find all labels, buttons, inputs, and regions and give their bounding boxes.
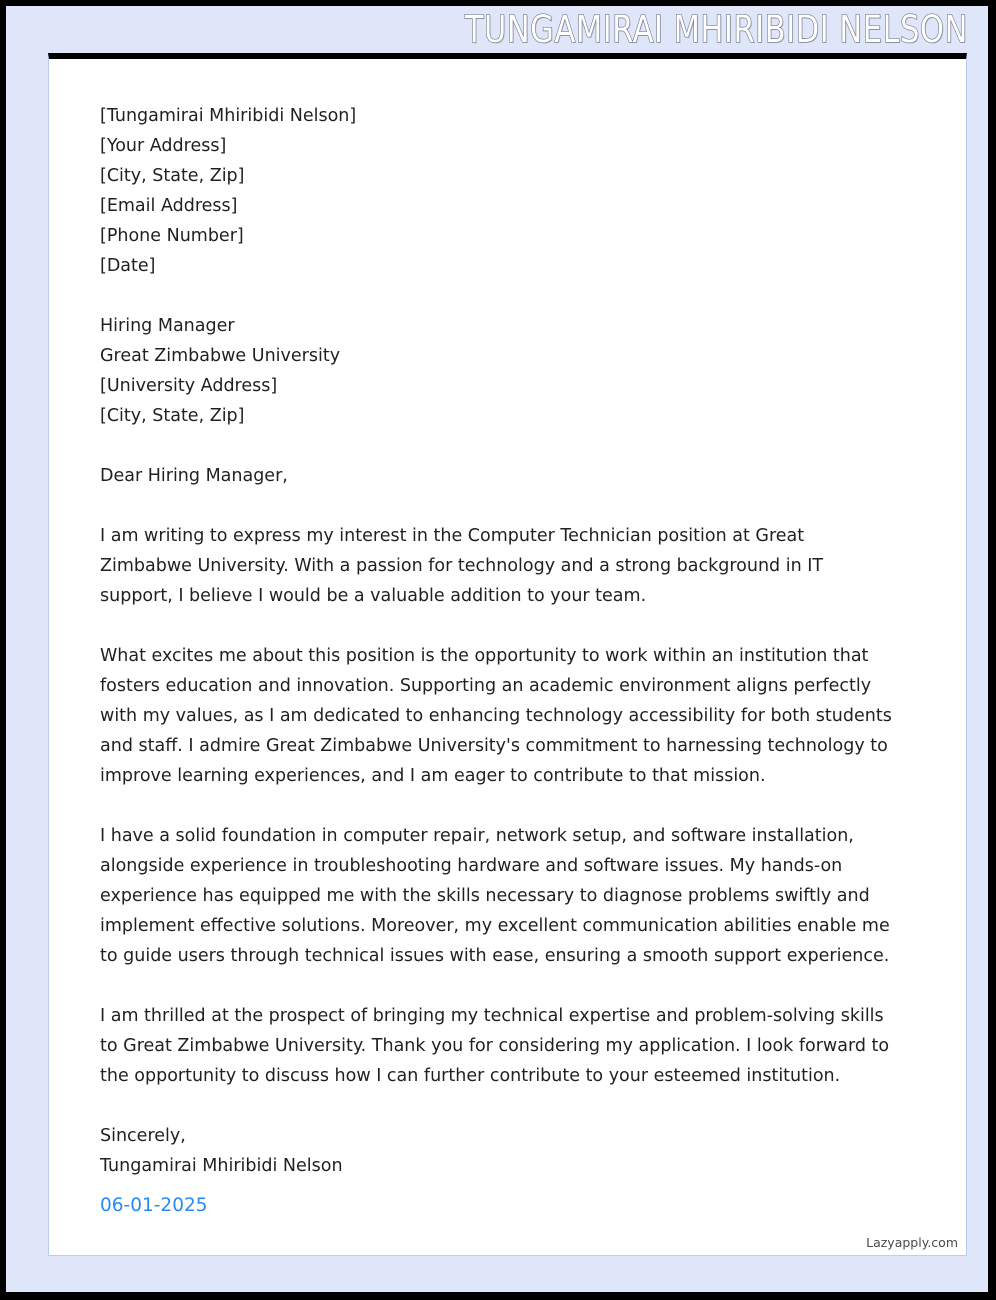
cover-letter-card [48, 53, 967, 1256]
body-paragraph-1: I am writing to express my interest in the Computer Technician position at Great Zimbabwe University. With a passion for technology and a strong background in IT support, I believe I would be a valuable addition to your team. [100, 526, 824, 606]
sender-date-line: [Date] [100, 256, 156, 276]
signature-name: Tungamirai Mhiribidi Nelson [100, 1156, 343, 1176]
recipient-address-block [100, 311, 916, 431]
page-title: TUNGAMIRAI MHIRIBIDI NELSON [464, 8, 968, 51]
closing-salutation: Sincerely, [100, 1126, 186, 1146]
body-paragraph-2: What excites me about this position is the opportunity to work within an institution that fosters education and innovation. Supporting an academic environment aligns perfectly with my values, as I am dedicated to enhancing technology accessibility for both students and staff. I admire Great Zimbabwe University's commitment to harnessing technology to improve learning experiences, and I am eager to contribute to that mission. [100, 646, 892, 786]
recipient-address-line: [University Address] [100, 376, 278, 396]
letter-date: 06-01-2025 [100, 1195, 208, 1216]
sender-email-line: [Email Address] [100, 196, 238, 216]
watermark-label: Lazyapply.com [866, 1235, 958, 1250]
block-spacer [100, 281, 916, 311]
recipient-organization-line: Great Zimbabwe University [100, 346, 341, 366]
closing-block [100, 1121, 916, 1181]
body-paragraph-3: I have a solid foundation in computer repair, network setup, and software installation, alongside experience in troubleshooting hardware and software issues. My hands-on experience has equipped me with the skills necessary to diagnose problems swiftly and implement effective solutions. Moreover, my excellent communication abilities enable me to guide users through technical issues with ease, ensuring a smooth support experience. [100, 826, 890, 966]
sender-city-line: [City, State, Zip] [100, 166, 245, 186]
cover-letter-body [49, 59, 966, 1255]
sender-phone-line: [Phone Number] [100, 226, 244, 246]
salutation: Dear Hiring Manager, [100, 466, 288, 486]
document-header [6, 6, 988, 53]
sender-address-block [100, 101, 916, 281]
recipient-city-line: [City, State, Zip] [100, 406, 245, 426]
document-canvas [6, 6, 988, 1292]
body-paragraph-4: I am thrilled at the prospect of bringing my technical expertise and problem-solving skills to Great Zimbabwe University. Thank you for considering my application. I look forward to the opportunity to discuss how I can further contribute to your esteemed institution. [100, 1006, 890, 1086]
recipient-role-line: Hiring Manager [100, 316, 235, 336]
sender-address-line: [Your Address] [100, 136, 227, 156]
sender-name-line: [Tungamirai Mhiribidi Nelson] [100, 106, 357, 126]
